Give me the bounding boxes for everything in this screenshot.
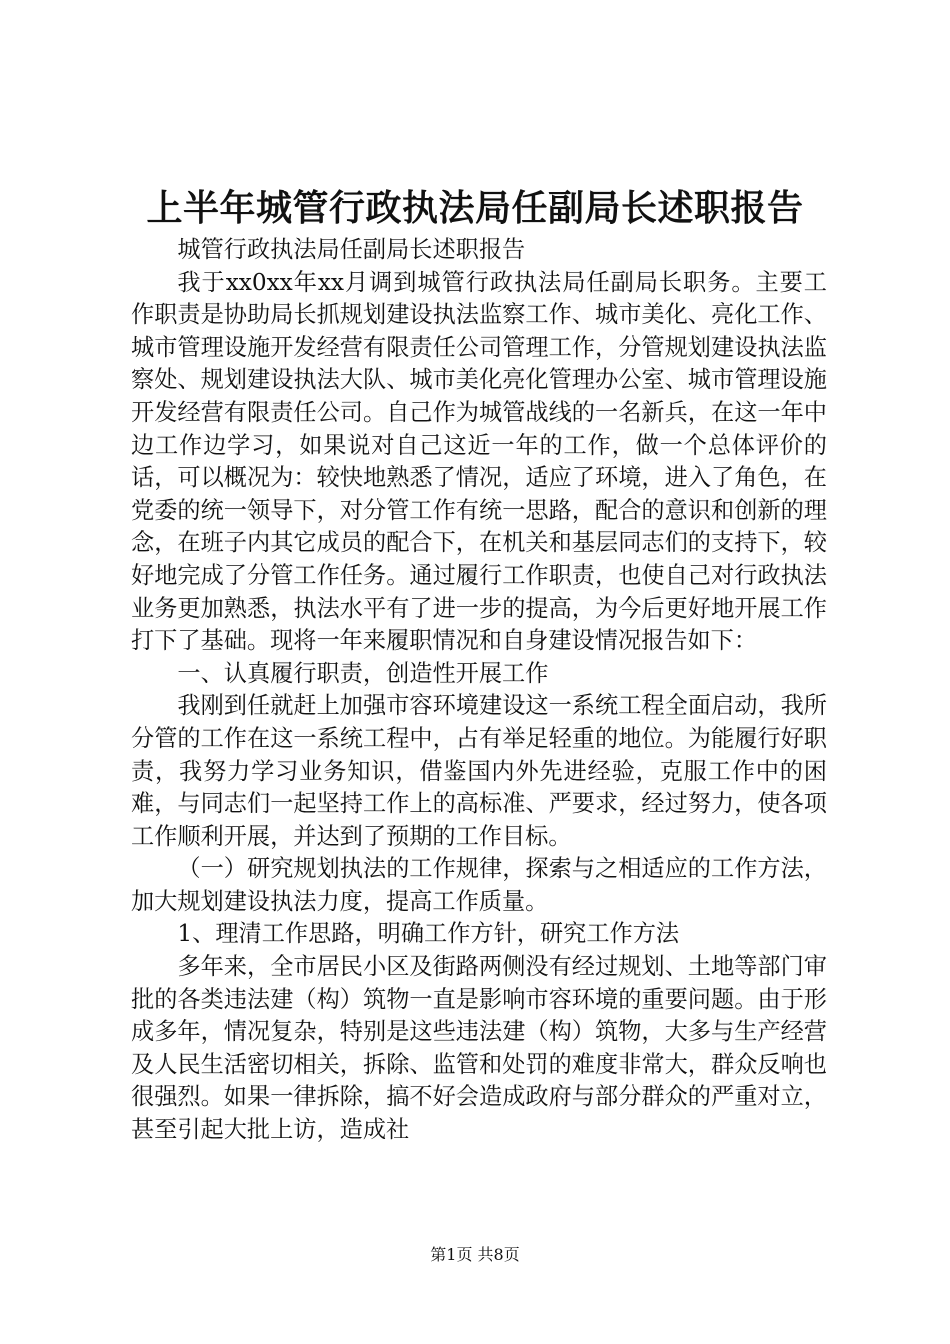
item-heading-1: 1、理清工作思路，明确工作方针，研究工作方法 — [177, 920, 680, 948]
page-number-footer: 第1页 共8页 — [430, 1245, 520, 1264]
document-body — [131, 234, 827, 1147]
document-title: 上半年城管行政执法局任副局长述职报告 — [146, 187, 804, 229]
item-paragraph-1: 多年来，全市居民小区及街路两侧没有经过规划、土地等部门审批的各类违法建（构）筑物一直是影响市容环境的重要问题。由于形成多年，情况复杂，特别是这些违法建（构）筑物，大多与生产经营及人民生活密切相关，拆除、监管和处罚的难度非常大，群众反响也很强烈。如果一律拆除，搞不好会造成政府与部分群众的严重对立，甚至引起大批上访，造成社 — [131, 953, 827, 1144]
intro-paragraph: 我于xx0xx年xx月调到城管行政执法局任副局长职务。主要工作职责是协助局长抓规划建设执法监察工作、城市美化、亮化工作、城市管理设施开发经营有限责任公司管理工作，分管规划建设执法监察处、规划建设执法大队、城市美化亮化管理办公室、城市管理设施开发经营有限责任公司。自己作为城管战线的一名新兵，在这一年中边工作边学习，如果说对自己这近一年的工作，做一个总体评价的话，可以概况为：较快地熟悉了情况，适应了环境，进入了角色，在党委的统一领导下，对分管工作有统一思路，配合的意识和创新的理念，在班子内其它成员的配合下，在机关和基层同志们的支持下，较好地完成了分管工作任务。通过履行工作职责，也使自己对行政执法业务更加熟悉，执法水平有了进一步的提高，为今后更好地开展工作打下了基础。现将一年来履职情况和自身建设情况报告如下： — [131, 268, 827, 655]
subsection-heading-1: （一）研究规划执法的工作规律，探索与之相适应的工作方法，加大规划建设执法力度，提高工作质量。 — [131, 855, 827, 915]
subtitle-paragraph: 城管行政执法局任副局长述职报告 — [177, 236, 526, 263]
section-paragraph-1: 我刚到任就赶上加强市容环境建设这一系统工程全面启动，我所分管的工作在这一系统工程中，占有举足轻重的地位。为能履行好职责，我努力学习业务知识，借鉴国内外先进经验，克服工作中的困难，与同志们一起坚持工作上的高标准、严要求，经过努力，使各项工作顺利开展，并达到了预期的工作目标。 — [131, 692, 827, 850]
section-heading-1: 一、认真履行职责，创造性开展工作 — [177, 659, 549, 687]
